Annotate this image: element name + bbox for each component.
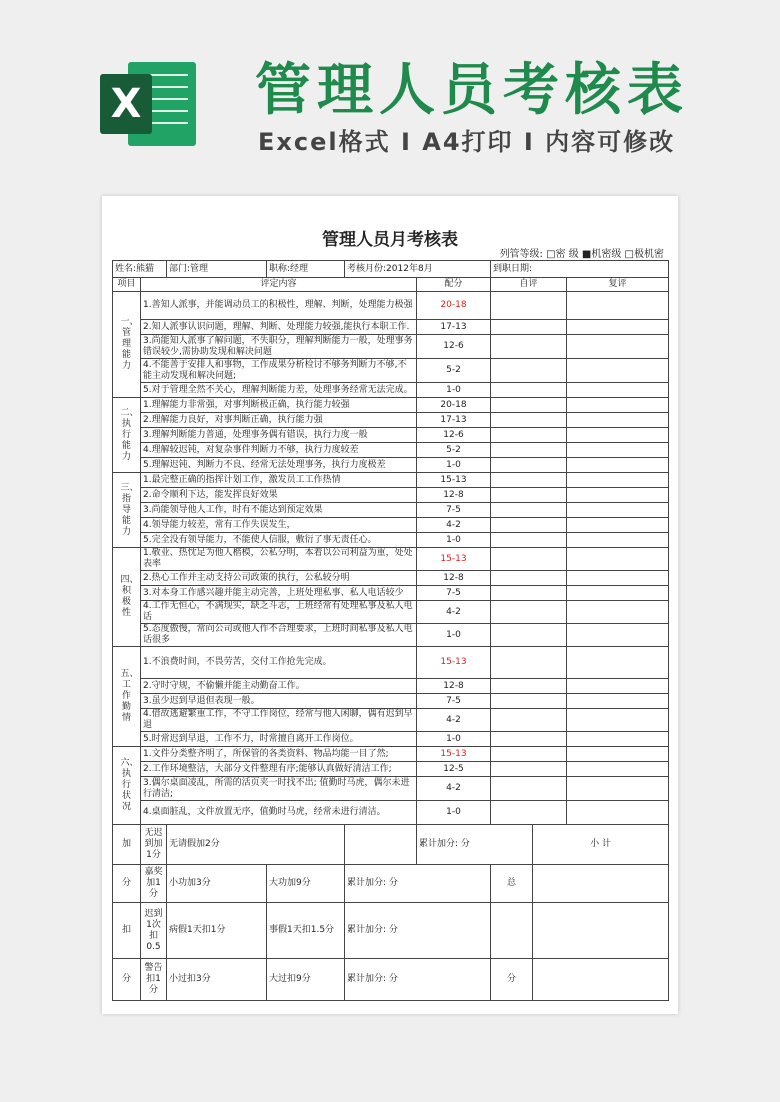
criteria-row	[113, 647, 669, 679]
review-score-input[interactable]	[567, 292, 669, 320]
criteria-text: 1.文件分类整齐明了，所保管的各类资料、物品均能一目了然;	[141, 747, 417, 762]
section-label: 三、指导能力	[113, 473, 141, 548]
section-label: 二、执行能力	[113, 398, 141, 473]
self-score-input[interactable]	[491, 473, 567, 488]
review-score-input[interactable]	[567, 398, 669, 413]
score-range: 17-13	[417, 413, 491, 428]
criteria-text: 5.时常迟到早退，工作不力，时常擅自离开工作岗位。	[141, 732, 417, 747]
review-score-input[interactable]	[567, 488, 669, 503]
review-score-input[interactable]	[567, 709, 669, 732]
unit-label: 分	[491, 959, 533, 1001]
review-score-input[interactable]	[567, 359, 669, 383]
self-score-input[interactable]	[491, 747, 567, 762]
criteria-row	[113, 709, 669, 732]
self-score-input[interactable]	[491, 647, 567, 679]
self-score-input[interactable]	[491, 533, 567, 548]
empty-cell	[491, 903, 533, 959]
empty-cell	[533, 865, 669, 903]
criteria-text: 4.借故逃避繁重工作，不守工作岗位，经常与他人闲聊，偶有迟到早退	[141, 709, 417, 732]
criteria-row	[113, 624, 669, 647]
document-title: 管理人员月考核表	[322, 230, 458, 250]
score-range: 20-18	[417, 292, 491, 320]
rule-desc: 无请假加2分	[167, 825, 345, 865]
criteria-row	[113, 571, 669, 586]
review-score-input[interactable]	[567, 601, 669, 624]
criteria-text: 3.尚能领导他人工作，时有不能达到预定效果	[141, 503, 417, 518]
criteria-text: 3.虽少迟到早退但表现一般。	[141, 694, 417, 709]
review-score-input[interactable]	[567, 777, 669, 801]
score-range: 15-13	[417, 548, 491, 571]
section-label: 六、执行状况	[113, 747, 141, 825]
criteria-row	[113, 601, 669, 624]
criteria-row	[113, 762, 669, 777]
name-value: 熊猫	[136, 263, 155, 274]
add-label: 加	[113, 825, 141, 865]
review-score-input[interactable]	[567, 533, 669, 548]
score-range: 12-8	[417, 488, 491, 503]
rule-desc: 大功加9分	[267, 865, 345, 903]
rule-desc: 大过扣9分	[267, 959, 345, 1001]
score-range: 12-6	[417, 428, 491, 443]
criteria-row	[113, 694, 669, 709]
score-range: 5-2	[417, 443, 491, 458]
self-score-input[interactable]	[491, 383, 567, 398]
self-score-input[interactable]	[491, 320, 567, 335]
criteria-text: 2.守时守规，不偷懒并能主动勤奋工作。	[141, 679, 417, 694]
empty-cell	[533, 959, 669, 1001]
self-score-input[interactable]	[491, 777, 567, 801]
criteria-row	[113, 359, 669, 383]
self-score-input[interactable]	[491, 624, 567, 647]
criteria-text: 1.善知人派事，并能调动员工的积极性，理解、判断，处理能力极强	[141, 292, 417, 320]
self-score-input[interactable]	[491, 488, 567, 503]
review-score-input[interactable]	[567, 694, 669, 709]
self-score-input[interactable]	[491, 709, 567, 732]
criteria-row	[113, 732, 669, 747]
criteria-text: 5.对于管理全然不关心，理解判断能力差，处理事务经常无法完成。	[141, 383, 417, 398]
criteria-row	[113, 473, 669, 488]
score-range: 1-0	[417, 624, 491, 647]
score-range: 1-0	[417, 801, 491, 825]
banner	[0, 0, 780, 195]
criteria-row	[113, 586, 669, 601]
review-score-input[interactable]	[567, 428, 669, 443]
self-score-input[interactable]	[491, 694, 567, 709]
self-score-input[interactable]	[491, 398, 567, 413]
banner-subtitle: Excel格式 Ⅰ A4打印 Ⅰ 内容可修改	[258, 128, 676, 156]
criteria-row	[113, 801, 669, 825]
review-score-input[interactable]	[567, 762, 669, 777]
self-score-input[interactable]	[491, 292, 567, 320]
small-rule: 迟到1次扣0.5	[141, 903, 167, 959]
rank-value: 经理	[290, 263, 309, 274]
bonus-row	[113, 865, 669, 903]
self-score-input[interactable]	[491, 601, 567, 624]
criteria-text: 4.理解较迟钝，对复杂事件判断力不够，执行力度较差	[141, 443, 417, 458]
accum-add: 累计加分: 分	[417, 825, 533, 865]
section-label: 五、工作勤情	[113, 647, 141, 747]
deduct-unit: 分	[113, 959, 141, 1001]
criteria-text: 4.不能善于安排人和事物，工作成果分析检讨不够务判断力不够,不能主动发现和解决问题;	[141, 359, 417, 383]
criteria-text: 4.领导能力较差，常有工作失误发生，	[141, 518, 417, 533]
score-range: 15-13	[417, 473, 491, 488]
review-score-input[interactable]	[567, 320, 669, 335]
criteria-text: 2.知人派事认识问题，理解、判断、处理能力较强,能执行本职工作.	[141, 320, 417, 335]
review-score-input[interactable]	[567, 548, 669, 571]
review-score-input[interactable]	[567, 647, 669, 679]
review-score-input[interactable]	[567, 679, 669, 694]
add-unit: 分	[113, 865, 141, 903]
criteria-text: 2.热心工作并主动支持公司政策的执行，公私较分明	[141, 571, 417, 586]
review-score-input[interactable]	[567, 801, 669, 825]
review-score-input[interactable]	[567, 473, 669, 488]
criteria-row	[113, 747, 669, 762]
review-score-input[interactable]	[567, 747, 669, 762]
self-score-input[interactable]	[491, 413, 567, 428]
review-score-input[interactable]	[567, 586, 669, 601]
self-score-input[interactable]	[491, 679, 567, 694]
bonus-row	[113, 959, 669, 1001]
score-range: 7-5	[417, 694, 491, 709]
criteria-text: 4.桌面脏乱，文件放置无序，值勤时马虎，经常未进行清洁。	[141, 801, 417, 825]
self-score-input[interactable]	[491, 458, 567, 473]
empty-cell	[533, 903, 669, 959]
criteria-row	[113, 428, 669, 443]
banner-title: 管理人员考核表	[255, 58, 689, 123]
small-rule: 嘉奖加1分	[141, 865, 167, 903]
criteria-text: 2.理解能力良好，对事判断正确，执行能力强	[141, 413, 417, 428]
review-score-input[interactable]	[567, 624, 669, 647]
month-value: 2012年8月	[386, 263, 433, 274]
self-score-input[interactable]	[491, 801, 567, 825]
rule-desc: 小功加3分	[167, 865, 267, 903]
subtotal-label: 小 计	[533, 825, 669, 865]
review-score-input[interactable]	[567, 732, 669, 747]
evaluation-table	[112, 260, 669, 1001]
self-score-input[interactable]	[491, 571, 567, 586]
self-score-input[interactable]	[491, 359, 567, 383]
criteria-row	[113, 458, 669, 473]
self-score-input[interactable]	[491, 762, 567, 777]
criteria-text: 1.敬业、热忱足为他人楷模，公私分明，本着以公司利益为重，处处表率	[141, 548, 417, 571]
review-score-input[interactable]	[567, 571, 669, 586]
secrecy-level: 列管等级: □密 级 ■机密级 □极机密	[499, 249, 664, 260]
review-score-input[interactable]	[567, 518, 669, 533]
criteria-text: 3.偶尔桌面凌乱，所需的活页夹一时找不出; 值勤时马虎，偶尔未进行清洁;	[141, 777, 417, 801]
criteria-row	[113, 533, 669, 548]
criteria-row	[113, 320, 669, 335]
criteria-row	[113, 413, 669, 428]
criteria-text: 5.完全没有领导能力，不能使人信服，敷衍了事无责任心。	[141, 533, 417, 548]
excel-logo-icon: X	[100, 56, 198, 152]
criteria-row	[113, 518, 669, 533]
review-score-input[interactable]	[567, 413, 669, 428]
deadline-cell: 到职日期:	[491, 261, 669, 278]
score-range: 1-0	[417, 533, 491, 548]
score-range: 4-2	[417, 601, 491, 624]
review-score-input[interactable]	[567, 335, 669, 359]
score-range: 1-0	[417, 458, 491, 473]
score-range: 15-13	[417, 647, 491, 679]
section-label: 四、积极性	[113, 548, 141, 647]
score-range: 4-2	[417, 777, 491, 801]
score-range: 15-13	[417, 747, 491, 762]
rule-desc: 病假1天扣1分	[167, 903, 267, 959]
criteria-row	[113, 335, 669, 359]
score-range: 7-5	[417, 503, 491, 518]
bonus-row	[113, 903, 669, 959]
bonus-row	[113, 825, 669, 865]
criteria-text: 5.态度傲慢，常向公司或他人作不合理要求，上班时间私事及私人电话很多	[141, 624, 417, 647]
criteria-text: 5.理解迟钝、判断力不良、经常无法处理事务，执行力度极差	[141, 458, 417, 473]
criteria-row	[113, 503, 669, 518]
criteria-text: 1.理解能力非常强，对事判断极正确，执行能力较强	[141, 398, 417, 413]
score-range: 4-2	[417, 518, 491, 533]
rule-desc: 事假1天扣1.5分	[267, 903, 345, 959]
accum-add: 累计加分: 分	[345, 959, 491, 1001]
score-range: 12-8	[417, 571, 491, 586]
criteria-text: 3.对本身工作感兴趣并能主动完善，上班处理私事、私人电话较少	[141, 586, 417, 601]
small-rule: 警告扣1分	[141, 959, 167, 1001]
criteria-row	[113, 443, 669, 458]
criteria-row	[113, 679, 669, 694]
empty-cell	[345, 825, 417, 865]
grand-total-label: 总	[491, 865, 533, 903]
score-range: 7-5	[417, 586, 491, 601]
review-score-input[interactable]	[567, 443, 669, 458]
review-score-input[interactable]	[567, 503, 669, 518]
self-score-input[interactable]	[491, 548, 567, 571]
rule-desc: 小过扣3分	[167, 959, 267, 1001]
self-score-input[interactable]	[491, 503, 567, 518]
accum-add: 累计加分: 分	[345, 865, 491, 903]
score-range: 20-18	[417, 398, 491, 413]
score-range: 12-8	[417, 679, 491, 694]
score-range: 12-6	[417, 335, 491, 359]
accum-add: 累计加分: 分	[345, 903, 491, 959]
criteria-text: 3.尚能知人派事了解问题，不失职分，理解判断能力一般，处理事务错误较少,需协助发现和解决问题	[141, 335, 417, 359]
small-rule: 无迟到加1分	[141, 825, 167, 865]
info-row: 姓名:熊猫 部门:管理 职称:经理 考核月份:2012年8月 到职日期:	[113, 261, 669, 278]
score-range: 5-2	[417, 359, 491, 383]
review-score-input[interactable]	[567, 458, 669, 473]
criteria-row	[113, 292, 669, 320]
criteria-row	[113, 383, 669, 398]
deduct-label: 扣	[113, 903, 141, 959]
section-label: 一、管理能力	[113, 292, 141, 398]
self-score-input[interactable]	[491, 732, 567, 747]
score-range: 1-0	[417, 732, 491, 747]
score-range: 12-5	[417, 762, 491, 777]
criteria-text: 3.理解判断能力普通，处理事务偶有错误，执行力度一般	[141, 428, 417, 443]
self-score-input[interactable]	[491, 518, 567, 533]
criteria-row	[113, 398, 669, 413]
criteria-row	[113, 488, 669, 503]
criteria-text: 2.工作环境整洁，大部分文件整理有序;能够认真做好清洁工作;	[141, 762, 417, 777]
criteria-row	[113, 777, 669, 801]
self-score-input[interactable]	[491, 428, 567, 443]
score-range: 17-13	[417, 320, 491, 335]
self-score-input[interactable]	[491, 443, 567, 458]
criteria-text: 2.命令顺利下达，能发挥良好效果	[141, 488, 417, 503]
score-range: 1-0	[417, 383, 491, 398]
header-row: 项目 评定内容 配分 自评 复评	[113, 278, 669, 292]
review-score-input[interactable]	[567, 383, 669, 398]
criteria-text: 4.工作无恒心，不满现实，缺乏斗志，上班经常有处理私事及私人电话	[141, 601, 417, 624]
dept-value: 管理	[190, 263, 209, 274]
criteria-text: 1.不浪费时间，不畏劳苦，交付工作抢先完成。	[141, 647, 417, 679]
score-range: 4-2	[417, 709, 491, 732]
self-score-input[interactable]	[491, 335, 567, 359]
criteria-text: 1.最完整正确的指挥计划工作，激发员工工作热情	[141, 473, 417, 488]
self-score-input[interactable]	[491, 586, 567, 601]
criteria-row	[113, 548, 669, 571]
